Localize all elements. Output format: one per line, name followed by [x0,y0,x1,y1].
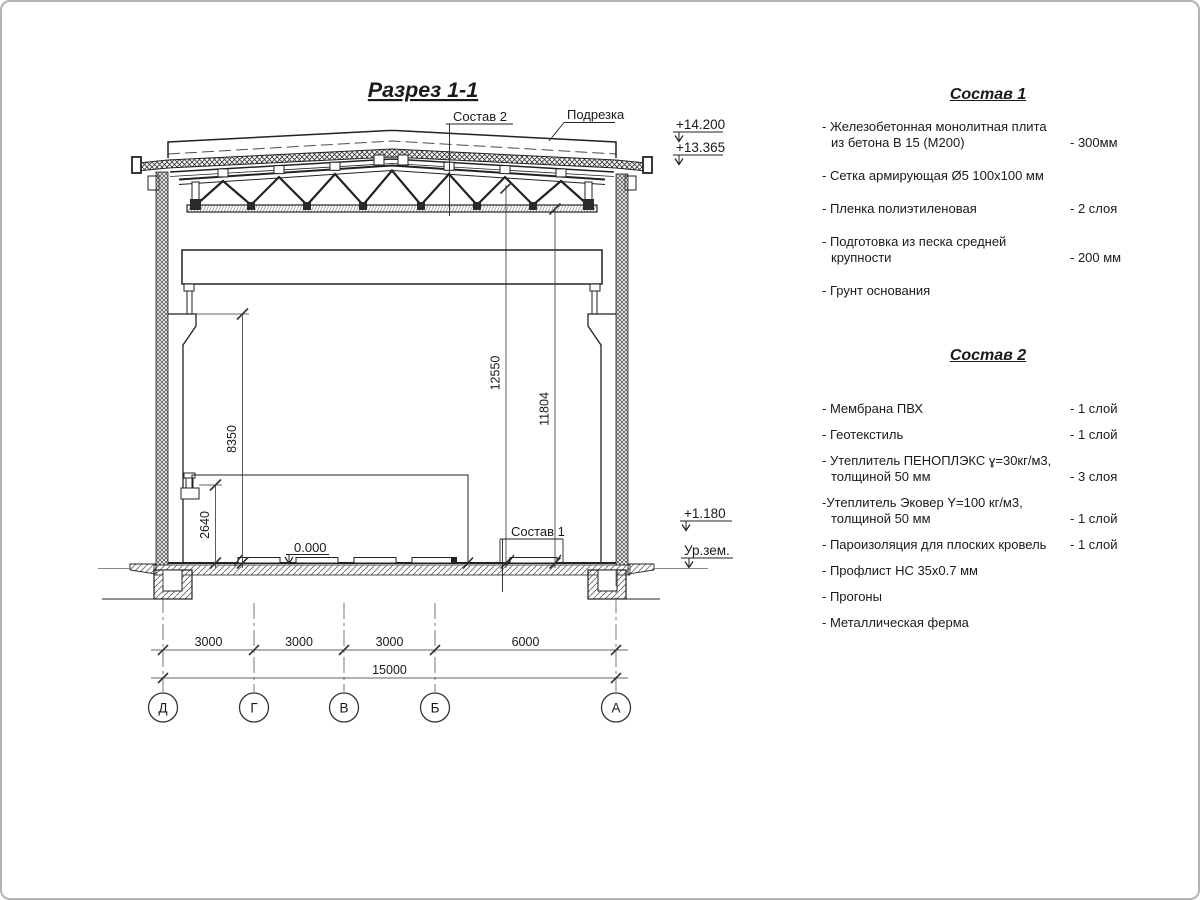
roof-insulation-band [138,149,646,171]
composition-item [822,563,1154,579]
composition1-heading: Состав 1 [949,86,1027,103]
elevation-13365: +13.365 [676,140,726,155]
composition-item-line1: - Мембрана ПВХ [822,401,923,416]
dim-8350: 8350 [225,425,239,453]
materials-panel [822,86,1154,641]
composition-item-line1: - Утеплитель ПЕНОПЛЭКС ɣ=30кг/м3, [822,453,1052,468]
elevation-marks [673,132,733,568]
composition-item-value: - 2 слоя [1070,201,1118,216]
elevation-1180: +1.180 [684,506,726,521]
composition-item [822,401,1154,417]
composition-item-value: - 1 слой [1070,401,1118,416]
zero-level-label: 0.000 [294,540,327,555]
roof-assembly [132,131,652,191]
grid-bubble-v: В [339,700,349,716]
composition-item-line2: толщиной 50 мм [831,511,931,526]
dim-3000-1: 3000 [194,635,223,649]
floor-pads [234,555,561,566]
composition-item-line1: - Подготовка из песка средней [822,234,1007,249]
composition-item-line1: - Металлическая ферма [822,615,969,630]
composition-item [822,427,1154,443]
dim-15000: 15000 [372,663,407,677]
vertical-dimensions [196,183,561,569]
composition-item-line1: - Пароизоляция для плоских кровель [822,537,1047,552]
composition1-section [822,86,1154,299]
composition-item [822,234,1154,266]
composition-item [822,495,1154,527]
composition-item [822,615,1154,631]
sostav1-callout: Состав 1 [511,524,565,539]
composition-item [822,589,1154,605]
composition-item-value: - 200 мм [1070,250,1122,265]
composition-item-value: - 300мм [1070,135,1118,150]
composition-item-line1: - Геотекстиль [822,427,904,442]
composition2-section [822,347,1154,631]
composition2-heading: Состав 2 [949,347,1027,364]
dim-11804: 11804 [537,392,552,426]
composition-item-line1: - Прогоны [822,589,882,604]
grid-bubbles [149,693,631,722]
dim-3000-2: 3000 [285,635,313,649]
composition-item-line1: - Грунт основания [822,283,931,298]
composition-item-line1: - Сетка армирующая Ø5 100x100 мм [822,168,1044,183]
composition-item-value: - 3 слоя [1070,469,1118,484]
grid-bubble-b: Б [430,700,440,716]
composition-item-line2: крупности [831,250,892,265]
dim-2640: 2640 [198,511,212,539]
grid-bubble-g: Г [250,700,258,716]
composition-item-line1: -Утеплитель Эковер Y=100 кг/м3, [822,495,1023,510]
podrezka-callout: Подрезка [567,107,625,122]
dim-12550: 12550 [488,355,503,391]
dim-6000: 6000 [511,635,540,649]
composition-item [822,283,1154,299]
composition-item [822,119,1154,151]
composition-item-line1: - Пленка полиэтиленовая [822,201,977,216]
composition-item-line1: - Профлист НС 35x0.7 мм [822,563,978,578]
composition-item [822,537,1154,553]
walls [156,172,628,565]
composition-item-value: - 1 слой [1070,427,1118,442]
dim-3000-3: 3000 [375,635,404,649]
composition-item [822,201,1154,217]
interior-equipment-outline [192,475,473,569]
composition-item-line1: - Железобетонная монолитная плита [822,119,1047,134]
composition-item-value: - 1 слой [1070,537,1118,552]
elevation-ground-level: Ур.зем. [684,543,730,558]
composition-item-value: - 1 слой [1070,511,1118,526]
grid-bubble-a: А [611,700,621,716]
composition-item [822,168,1154,184]
sostav2-callout: Состав 2 [453,109,507,124]
page-title: Разрез 1-1 [367,78,479,102]
roof-truss [179,162,605,212]
composition-item [822,453,1154,485]
composition-item-line2: из бетона В 15 (М200) [831,135,965,150]
composition-item-line2: толщиной 50 мм [831,469,931,484]
composition2-list [822,401,1154,631]
grid-bubble-d: Д [158,700,168,716]
composition1-list [822,119,1154,299]
elevation-14200: +14.200 [676,117,726,132]
